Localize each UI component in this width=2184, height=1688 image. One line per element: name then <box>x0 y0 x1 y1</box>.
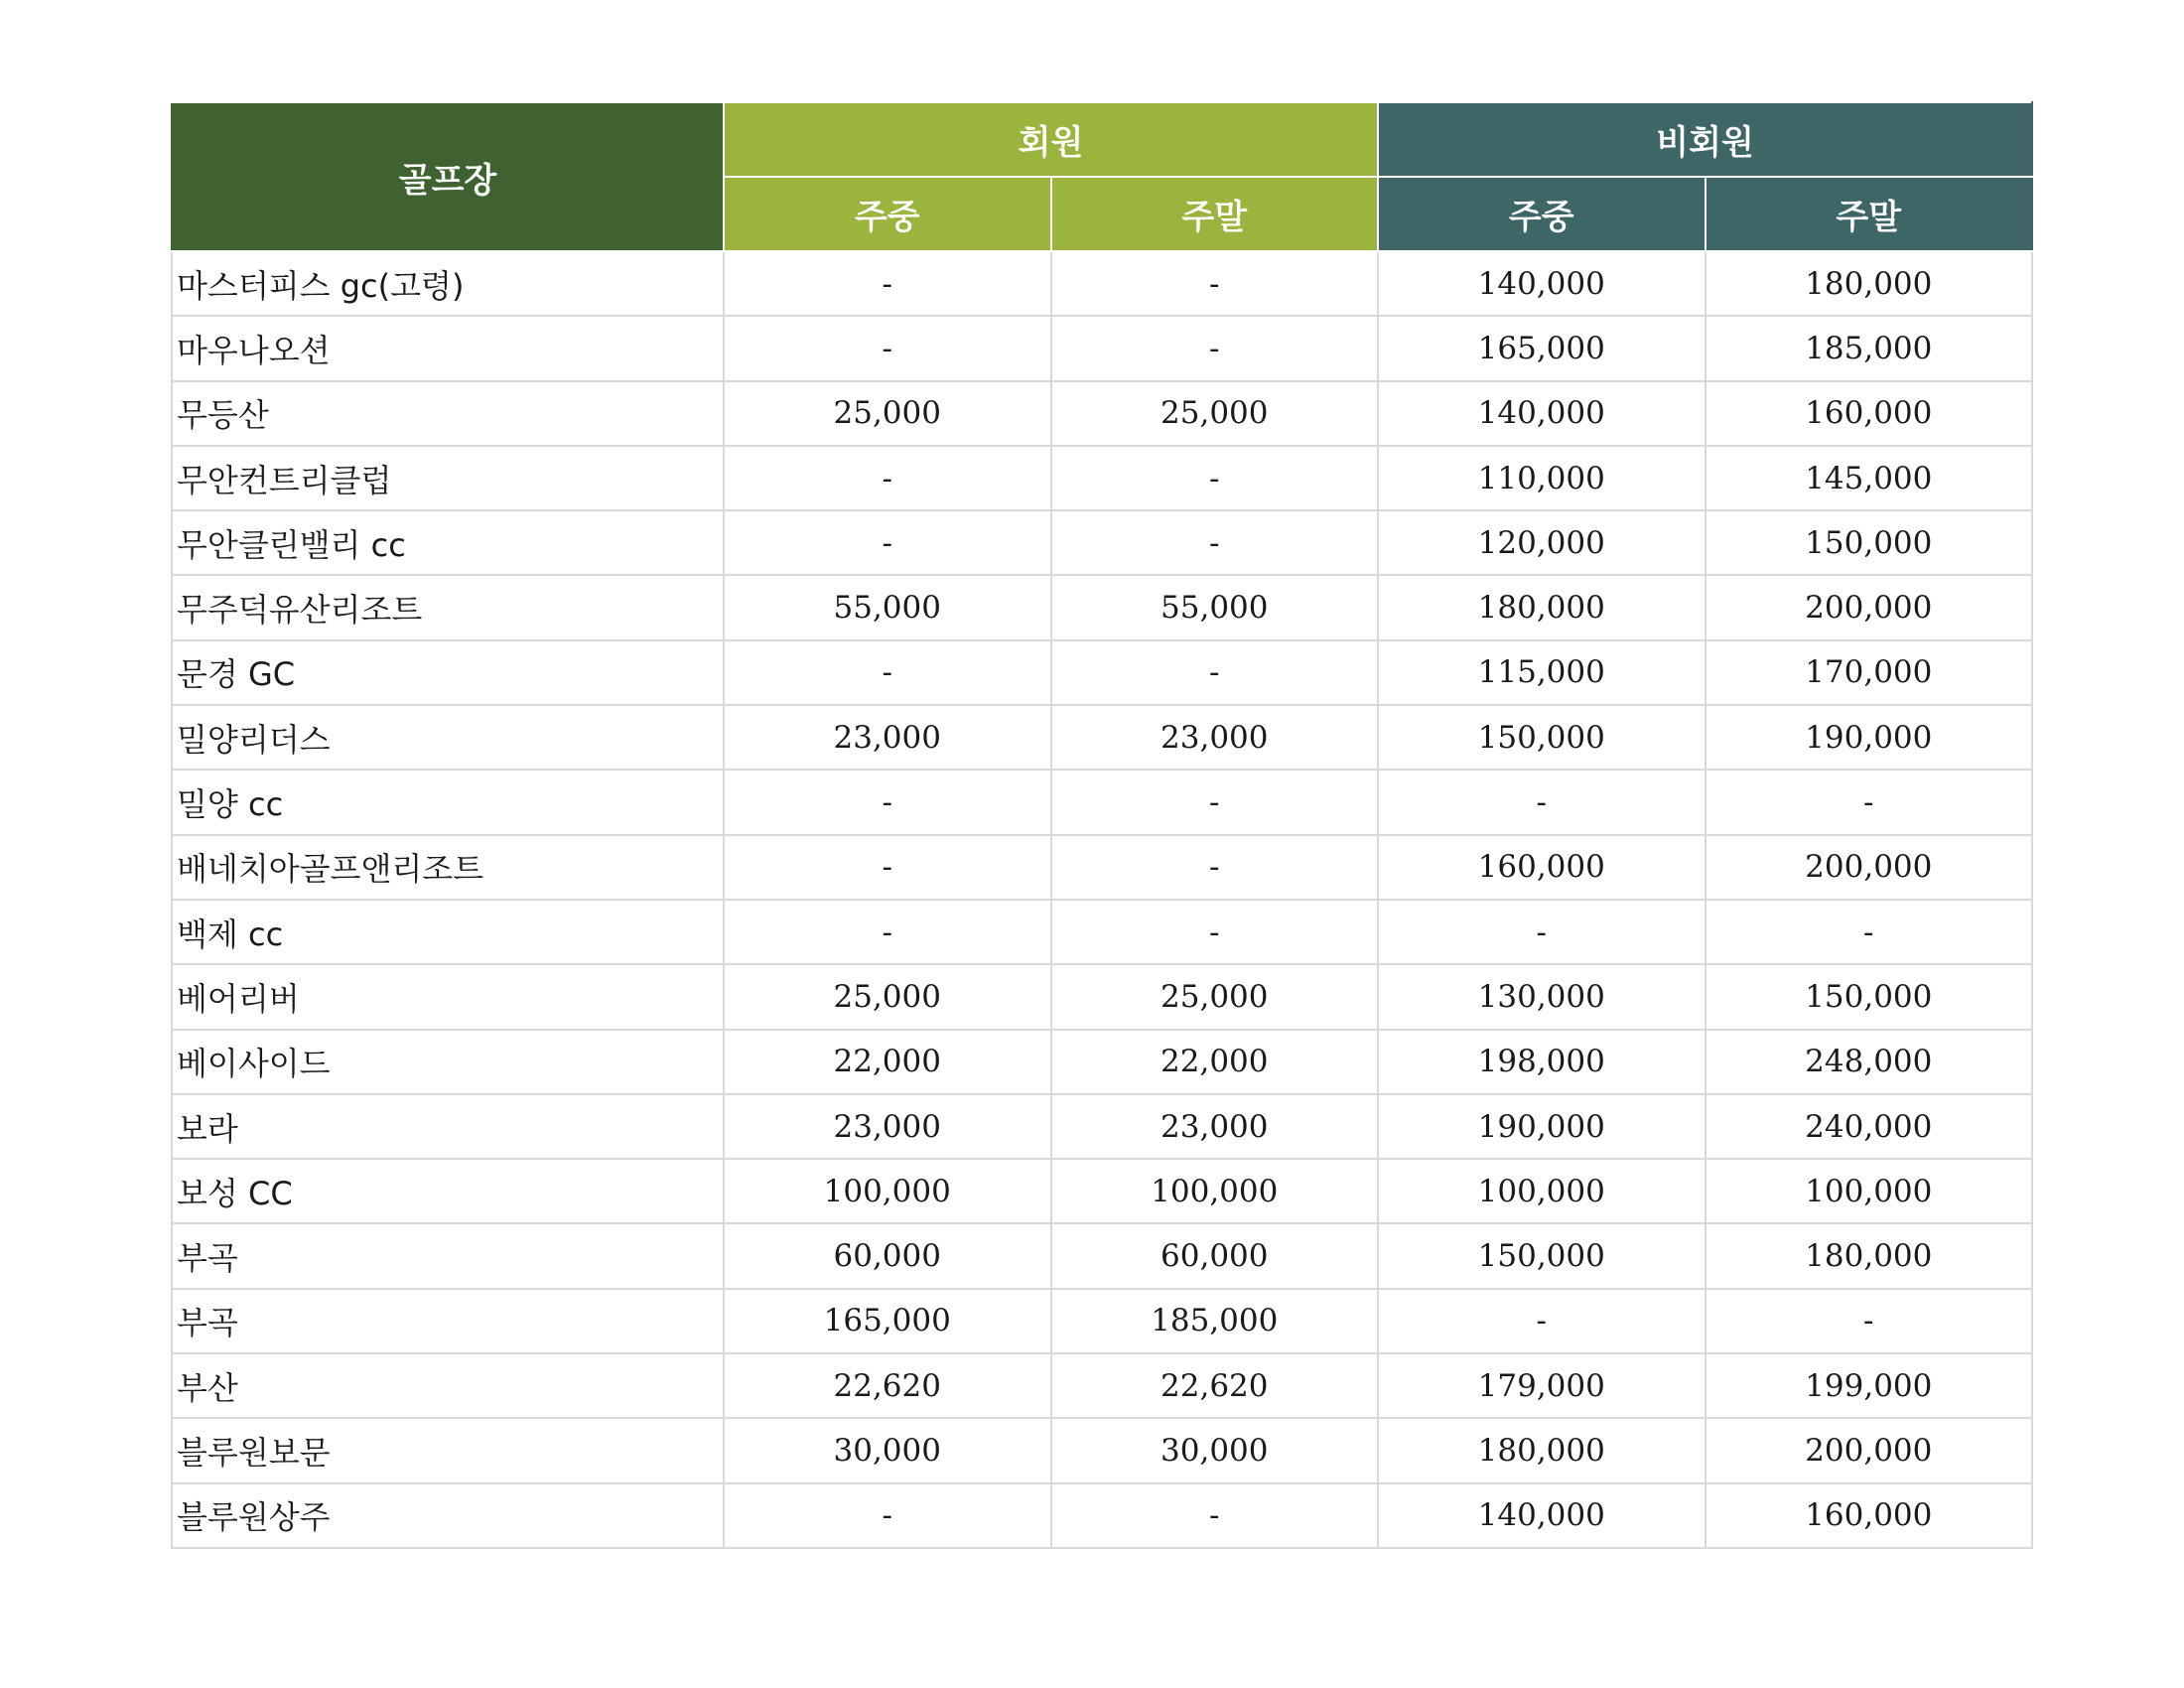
course-name: 부산 <box>172 1353 724 1418</box>
nonmember-weekday-fee: - <box>1378 770 1706 834</box>
course-name: 무등산 <box>172 381 724 446</box>
table-row <box>172 446 2032 510</box>
nonmember-weekday-fee: 150,000 <box>1378 705 1706 770</box>
table-row <box>172 1223 2032 1288</box>
nonmember-weekend-fee: 200,000 <box>1706 1418 2033 1482</box>
course-name: 마스터피스 gc(고령) <box>172 251 724 316</box>
nonmember-weekday-fee: 115,000 <box>1378 640 1706 705</box>
nonmember-weekday-fee: 190,000 <box>1378 1094 1706 1159</box>
table-row <box>172 640 2032 705</box>
nonmember-weekend-fee: - <box>1706 900 2033 964</box>
member-weekday-fee: 25,000 <box>724 964 1051 1029</box>
table-row <box>172 575 2032 639</box>
member-weekend-fee: 55,000 <box>1051 575 1379 639</box>
nonmember-weekday-fee: 160,000 <box>1378 835 1706 900</box>
nonmember-weekday-fee: 140,000 <box>1378 251 1706 316</box>
member-weekday-fee: - <box>724 251 1051 316</box>
nonmember-weekend-fee: 190,000 <box>1706 705 2033 770</box>
member-weekday-fee: - <box>724 1483 1051 1548</box>
member-weekday-fee: - <box>724 640 1051 705</box>
member-weekend-fee: 22,620 <box>1051 1353 1379 1418</box>
nonmember-weekday-fee: - <box>1378 900 1706 964</box>
green-fee-table <box>171 101 2033 1549</box>
member-weekend-fee: - <box>1051 251 1379 316</box>
table-row <box>172 510 2032 575</box>
nonmember-weekend-fee: 200,000 <box>1706 835 2033 900</box>
nonmember-weekday-fee: - <box>1378 1289 1706 1353</box>
course-name: 부곡 <box>172 1223 724 1288</box>
member-weekend-fee: - <box>1051 835 1379 900</box>
member-weekday-fee: 25,000 <box>724 381 1051 446</box>
nonmember-weekend-fee: 160,000 <box>1706 1483 2033 1548</box>
nonmember-weekend-fee: - <box>1706 1289 2033 1353</box>
nonmember-weekday-fee: 165,000 <box>1378 316 1706 380</box>
header-nonmember-weekend: 주말 <box>1706 177 2033 251</box>
table-row <box>172 705 2032 770</box>
member-weekday-fee: - <box>724 510 1051 575</box>
member-weekend-fee: 23,000 <box>1051 705 1379 770</box>
header-row-groups <box>172 102 2032 177</box>
table-row <box>172 1289 2032 1353</box>
member-weekend-fee: - <box>1051 1483 1379 1548</box>
course-name: 배네치아골프앤리조트 <box>172 835 724 900</box>
course-name: 마우나오션 <box>172 316 724 380</box>
table-row <box>172 964 2032 1029</box>
course-name: 부곡 <box>172 1289 724 1353</box>
nonmember-weekend-fee: - <box>1706 770 2033 834</box>
nonmember-weekday-fee: 140,000 <box>1378 1483 1706 1548</box>
member-weekday-fee: 100,000 <box>724 1159 1051 1223</box>
nonmember-weekday-fee: 140,000 <box>1378 381 1706 446</box>
header-nonmember: 비회원 <box>1378 102 2032 177</box>
table-row <box>172 1483 2032 1548</box>
member-weekday-fee: 22,620 <box>724 1353 1051 1418</box>
nonmember-weekend-fee: 145,000 <box>1706 446 2033 510</box>
course-name: 밀양 cc <box>172 770 724 834</box>
member-weekday-fee: - <box>724 900 1051 964</box>
member-weekend-fee: 23,000 <box>1051 1094 1379 1159</box>
member-weekday-fee: 30,000 <box>724 1418 1051 1482</box>
table-row <box>172 316 2032 380</box>
member-weekend-fee: - <box>1051 510 1379 575</box>
member-weekday-fee: - <box>724 446 1051 510</box>
table-row <box>172 381 2032 446</box>
nonmember-weekday-fee: 180,000 <box>1378 575 1706 639</box>
course-name: 밀양리더스 <box>172 705 724 770</box>
nonmember-weekend-fee: 160,000 <box>1706 381 2033 446</box>
nonmember-weekday-fee: 130,000 <box>1378 964 1706 1029</box>
table-row <box>172 1418 2032 1482</box>
course-name: 보라 <box>172 1094 724 1159</box>
header-nonmember-weekday: 주중 <box>1378 177 1706 251</box>
nonmember-weekday-fee: 180,000 <box>1378 1418 1706 1482</box>
table-row <box>172 251 2032 316</box>
course-name: 베이사이드 <box>172 1030 724 1094</box>
nonmember-weekend-fee: 248,000 <box>1706 1030 2033 1094</box>
course-name: 베어리버 <box>172 964 724 1029</box>
member-weekday-fee: 60,000 <box>724 1223 1051 1288</box>
table-row <box>172 770 2032 834</box>
header-member-weekday: 주중 <box>724 177 1051 251</box>
nonmember-weekday-fee: 179,000 <box>1378 1353 1706 1418</box>
member-weekday-fee: 165,000 <box>724 1289 1051 1353</box>
nonmember-weekday-fee: 110,000 <box>1378 446 1706 510</box>
nonmember-weekend-fee: 180,000 <box>1706 1223 2033 1288</box>
course-name: 보성 CC <box>172 1159 724 1223</box>
member-weekend-fee: - <box>1051 446 1379 510</box>
member-weekend-fee: - <box>1051 640 1379 705</box>
course-name: 문경 GC <box>172 640 724 705</box>
member-weekend-fee: 100,000 <box>1051 1159 1379 1223</box>
course-name: 무주덕유산리조트 <box>172 575 724 639</box>
table-row <box>172 1353 2032 1418</box>
nonmember-weekend-fee: 180,000 <box>1706 251 2033 316</box>
nonmember-weekday-fee: 120,000 <box>1378 510 1706 575</box>
member-weekday-fee: 22,000 <box>724 1030 1051 1094</box>
nonmember-weekend-fee: 100,000 <box>1706 1159 2033 1223</box>
member-weekday-fee: - <box>724 770 1051 834</box>
member-weekday-fee: - <box>724 316 1051 380</box>
course-name: 무안컨트리클럽 <box>172 446 724 510</box>
table-row <box>172 900 2032 964</box>
member-weekend-fee: 25,000 <box>1051 381 1379 446</box>
nonmember-weekend-fee: 200,000 <box>1706 575 2033 639</box>
member-weekend-fee: 60,000 <box>1051 1223 1379 1288</box>
table-row <box>172 1094 2032 1159</box>
member-weekend-fee: 30,000 <box>1051 1418 1379 1482</box>
nonmember-weekend-fee: 150,000 <box>1706 964 2033 1029</box>
member-weekend-fee: 22,000 <box>1051 1030 1379 1094</box>
table-row <box>172 835 2032 900</box>
member-weekday-fee: 23,000 <box>724 705 1051 770</box>
course-name: 블루원상주 <box>172 1483 724 1548</box>
member-weekend-fee: 25,000 <box>1051 964 1379 1029</box>
nonmember-weekday-fee: 100,000 <box>1378 1159 1706 1223</box>
table-row <box>172 1159 2032 1223</box>
header-member: 회원 <box>724 102 1378 177</box>
course-name: 무안클린밸리 cc <box>172 510 724 575</box>
nonmember-weekend-fee: 150,000 <box>1706 510 2033 575</box>
course-name: 블루원보문 <box>172 1418 724 1482</box>
nonmember-weekend-fee: 199,000 <box>1706 1353 2033 1418</box>
member-weekday-fee: - <box>724 835 1051 900</box>
nonmember-weekday-fee: 198,000 <box>1378 1030 1706 1094</box>
course-name: 백제 cc <box>172 900 724 964</box>
header-member-weekend: 주말 <box>1051 177 1379 251</box>
member-weekend-fee: 185,000 <box>1051 1289 1379 1353</box>
nonmember-weekend-fee: 185,000 <box>1706 316 2033 380</box>
nonmember-weekend-fee: 240,000 <box>1706 1094 2033 1159</box>
nonmember-weekday-fee: 150,000 <box>1378 1223 1706 1288</box>
member-weekend-fee: - <box>1051 316 1379 380</box>
member-weekend-fee: - <box>1051 900 1379 964</box>
member-weekday-fee: 55,000 <box>724 575 1051 639</box>
member-weekday-fee: 23,000 <box>724 1094 1051 1159</box>
member-weekend-fee: - <box>1051 770 1379 834</box>
header-course: 골프장 <box>172 102 724 251</box>
nonmember-weekend-fee: 170,000 <box>1706 640 2033 705</box>
table-row <box>172 1030 2032 1094</box>
